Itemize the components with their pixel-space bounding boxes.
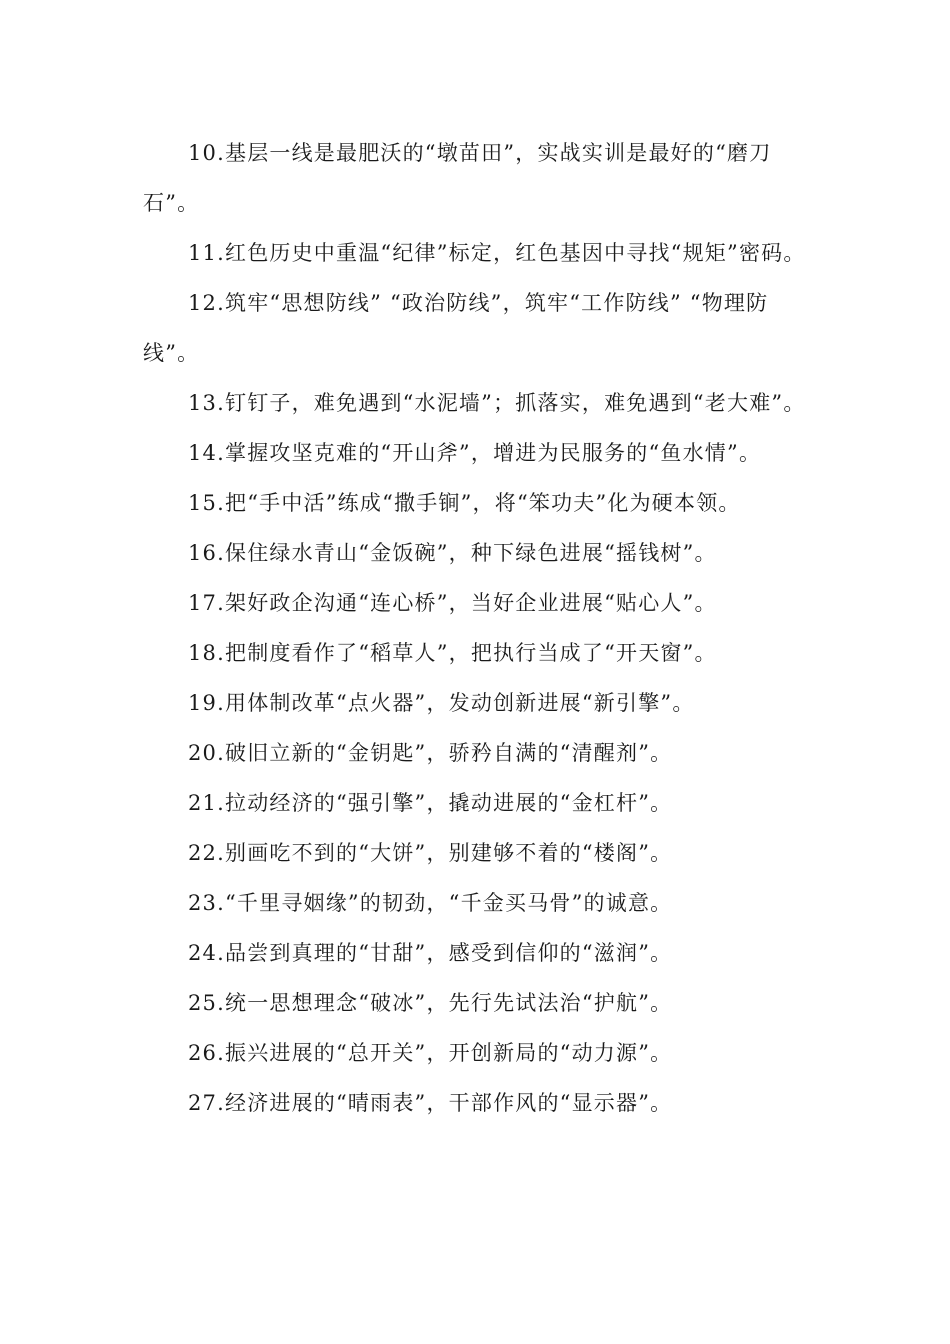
list-item: 25.统一思想理念“破冰”，先行先试法治“护航”。 (188, 991, 673, 1015)
list-item: 15.把“手中活”练成“撒手锏”，将“笨功夫”化为硬本领。 (188, 491, 741, 515)
list-item: 27.经济进展的“晴雨表”，干部作风的“显示器”。 (188, 1091, 673, 1115)
list-item: 13.钉钉子，难免遇到“水泥墙”；抓落实，难免遇到“老大难”。 (188, 391, 806, 415)
list-item: 21.拉动经济的“强引擎”，撬动进展的“金杠杆”。 (188, 791, 673, 815)
list-item: 14.掌握攻坚克难的“开山斧”，增进为民服务的“鱼水情”。 (188, 441, 762, 465)
list-item: 16.保住绿水青山“金饭碗”，种下绿色进展“摇钱树”。 (188, 541, 717, 565)
list-item: 17.架好政企沟通“连心桥”，当好企业进展“贴心人”。 (188, 591, 717, 615)
list-item: 18.把制度看作了“稻草人”，把执行当成了“开天窗”。 (188, 641, 717, 665)
list-item: 19.用体制改革“点火器”，发动创新进展“新引擎”。 (188, 691, 695, 715)
list-item: 10.基层一线是最肥沃的“墩苗田”，实战实训是最好的“磨刀石”。 (143, 141, 772, 215)
list-item: 22.别画吃不到的“大饼”，别建够不着的“楼阁”。 (188, 841, 673, 865)
list-item: 11.红色历史中重温“纪律”标定，红色基因中寻找“规矩”密码。 (188, 241, 806, 265)
list-item: 26.振兴进展的“总开关”，开创新局的“动力源”。 (188, 1041, 673, 1065)
list-item: 23.“千里寻姻缘”的韧劲，“千金买马骨”的诚意。 (188, 891, 673, 915)
list-item: 20.破旧立新的“金钥匙”，骄矜自满的“清醒剂”。 (188, 741, 673, 765)
list-item: 24.品尝到真理的“甘甜”，感受到信仰的“滋润”。 (188, 941, 673, 965)
list-item: 12.筑牢“思想防线” “政治防线”，筑牢“工作防线” “物理防线”。 (143, 291, 769, 365)
document-body (143, 128, 811, 1128)
